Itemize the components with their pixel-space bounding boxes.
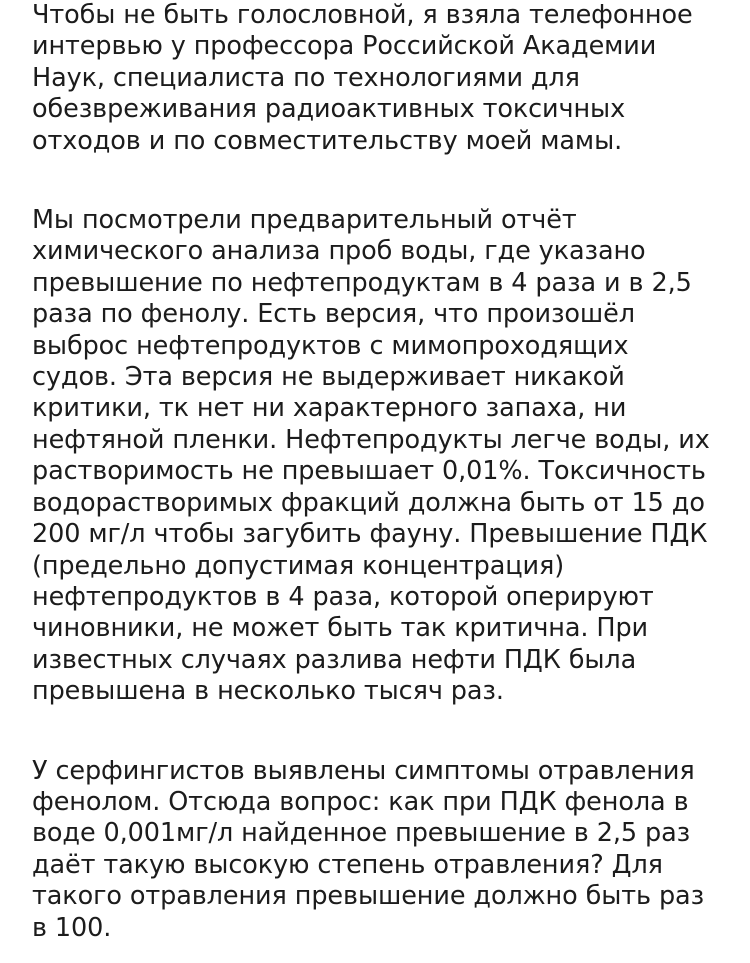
text-line: нефтяной пленки. Нефтепродукты легче воды, их xyxy=(32,424,710,455)
text-line: химического анализа проб воды, где указано xyxy=(32,236,646,267)
paragraph-interview xyxy=(32,0,732,157)
paragraph-phenol xyxy=(32,756,732,944)
text-line: Наук, специалиста по технологиями для xyxy=(32,62,580,93)
paragraph-analysis xyxy=(32,205,732,708)
text-line: судов. Эта версия не выдерживает никакой xyxy=(32,362,625,393)
text-line: Чтобы не быть голословной, я взяла телефонное xyxy=(32,0,693,30)
text-line: обезвреживания радиоактивных токсичных xyxy=(32,94,626,125)
text-line: (предельно допустимая концентрация) xyxy=(32,550,565,581)
text-line: водорастворимых фракций должна быть от 15 до xyxy=(32,487,705,518)
paragraph-gap xyxy=(32,157,732,205)
text-line: 200 мг/л чтобы загубить фауну. Превышение ПДК xyxy=(32,519,708,550)
text-line: отходов и по совместительству моей мамы. xyxy=(32,125,623,156)
text-line: фенолом. Отсюда вопрос: как при ПДК фенола в xyxy=(32,786,689,817)
text-line: превышение по нефтепродуктам в 4 раза и в 2,5 xyxy=(32,267,692,298)
text-line: чиновники, не может быть так критична. При xyxy=(32,613,649,644)
text-line: в 100. xyxy=(32,912,112,943)
text-line: раза по фенолу. Есть версия, что произошёл xyxy=(32,299,635,330)
text-line: У серфингистов выявлены симптомы отравления xyxy=(32,755,695,786)
text-line: критики, тк нет ни характерного запаха, ни xyxy=(32,393,627,424)
text-line: интервью у профессора Российской Академии xyxy=(32,31,657,62)
text-line: даёт такую высокую степень отравления? Для xyxy=(32,849,663,880)
text-line: нефтепродуктов в 4 раза, которой оперируют xyxy=(32,581,654,612)
paragraph-gap xyxy=(32,708,732,756)
text-line: воде 0,001мг/л найденное превышение в 2,5 раз xyxy=(32,818,691,849)
text-line: превышена в несколько тысяч раз. xyxy=(32,676,504,707)
text-line: растворимость не превышает 0,01%. Токсичность xyxy=(32,456,706,487)
text-line: известных случаях разлива нефти ПДК была xyxy=(32,644,637,675)
text-line: Мы посмотрели предварительный отчёт xyxy=(32,205,577,236)
article-text xyxy=(32,0,732,944)
text-line: такого отравления превышение должно быть раз xyxy=(32,881,705,912)
text-line: выброс нефтепродуктов с мимопроходящих xyxy=(32,330,629,361)
